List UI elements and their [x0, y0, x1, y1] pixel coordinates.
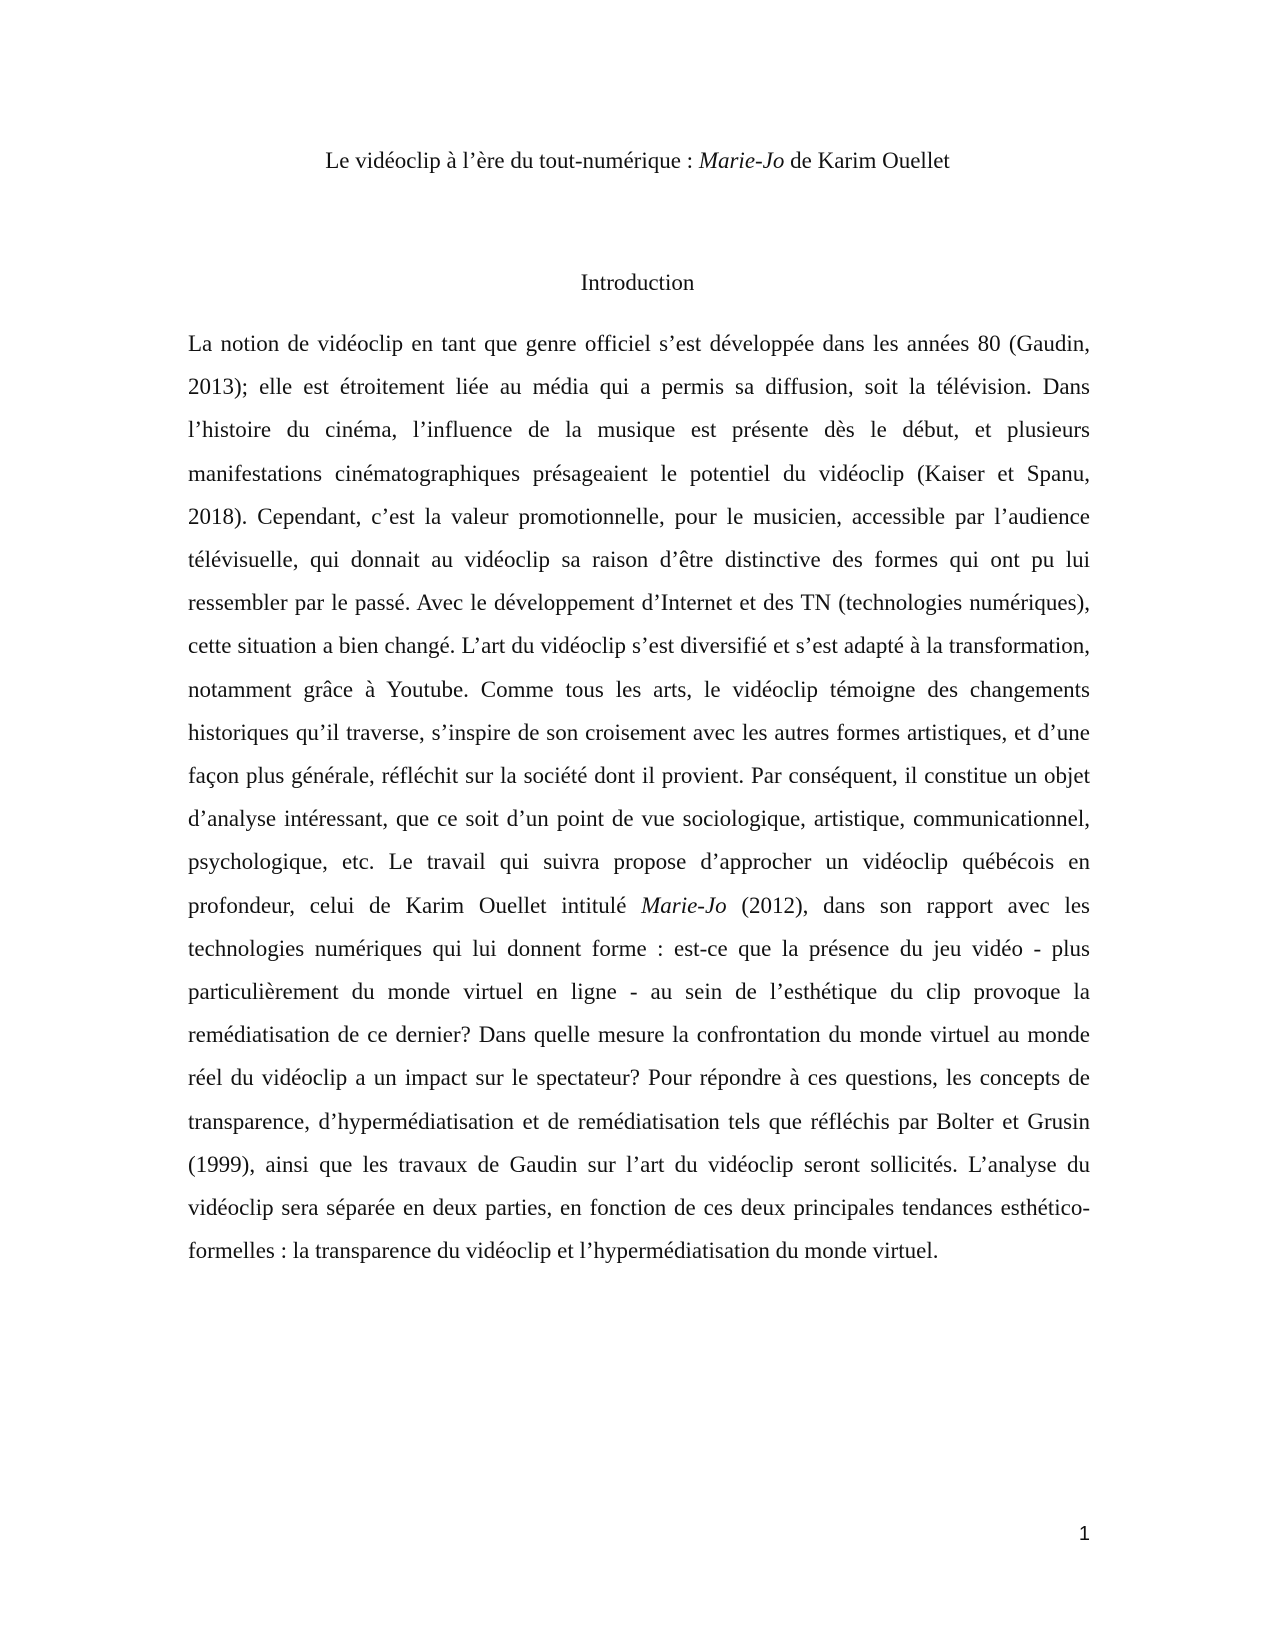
page-number: 1: [1078, 1523, 1090, 1545]
introduction-paragraph: [188, 322, 1090, 1272]
section-heading: Introduction: [580, 270, 695, 295]
paragraph-text-part1: La notion de vidéoclip en tant que genre officiel s’est développée dans les années 80 (Gaudin, 2013); elle est étroitement liée au média qui a permis sa diffusion, soit la télévision. Dans l’histoire du cinéma, l’influence de la musique est présente dès le début, et plusieurs manifestations cinématographiques présageaient le potentiel du vidéoclip (Kaiser et Spanu, 2018). Cependant, c’est la valeur promotionnelle, pour le musicien, accessible par l’audience télévisuelle, qui donnait au vidéoclip sa raison d’être distinctive des formes qui ont pu lui ressembler par le passé. Avec le développement d’Internet et des TN (technologies numériques), cette situation a bien changé. L’art du vidéoclip s’est diversifié et s’est adapté à la transformation, notamment grâce à Youtube. Comme tous les arts, le vidéoclip témoigne des changements historiques qu’il traverse, s’inspire de son croisement avec les autres formes artistiques, et d’une façon plus générale, réfléchit sur la société dont il provient. Par conséquent, il constitue un objet d’analyse intéressant, que ce soit d’un point de vue sociologique, artistique, communicationnel, psychologique, etc. Le travail qui suivra propose d’approcher un vidéoclip québécois en profondeur, celui de Karim Ouellet intitulé: [188, 331, 1090, 918]
title-text-end: de Karim Ouellet: [784, 148, 950, 173]
document-title: [0, 146, 1275, 176]
paragraph-italic-work: Marie-Jo: [641, 892, 727, 918]
title-text-start: Le vidéoclip à l’ère du tout-numérique :: [325, 148, 699, 173]
paragraph-text-part2: (2012), dans son rapport avec les technologies numériques qui lui donnent forme : est-ce que la présence du jeu vidéo - plus particulièrement du monde virtuel en ligne - au sein de l’esthétique du clip provoque la remédiatisation de ce dernier? Dans quelle mesure la confrontation du monde virtuel au monde réel du vidéoclip a un impact sur le spectateur? Pour répondre à ces questions, les concepts de transparence, d’hypermédiatisation et de remédiatisation tels que réfléchis par Bolter et Grusin (1999), ainsi que les travaux de Gaudin sur l’art du vidéoclip seront sollicités. L’analyse du vidéoclip sera séparée en deux parties, en fonction de ces deux principales tendances esthético-formelles : la transparence du vidéoclip et l’hypermédiatisation du monde virtuel.: [188, 892, 1090, 1264]
title-italic-work: Marie-Jo: [698, 148, 785, 173]
